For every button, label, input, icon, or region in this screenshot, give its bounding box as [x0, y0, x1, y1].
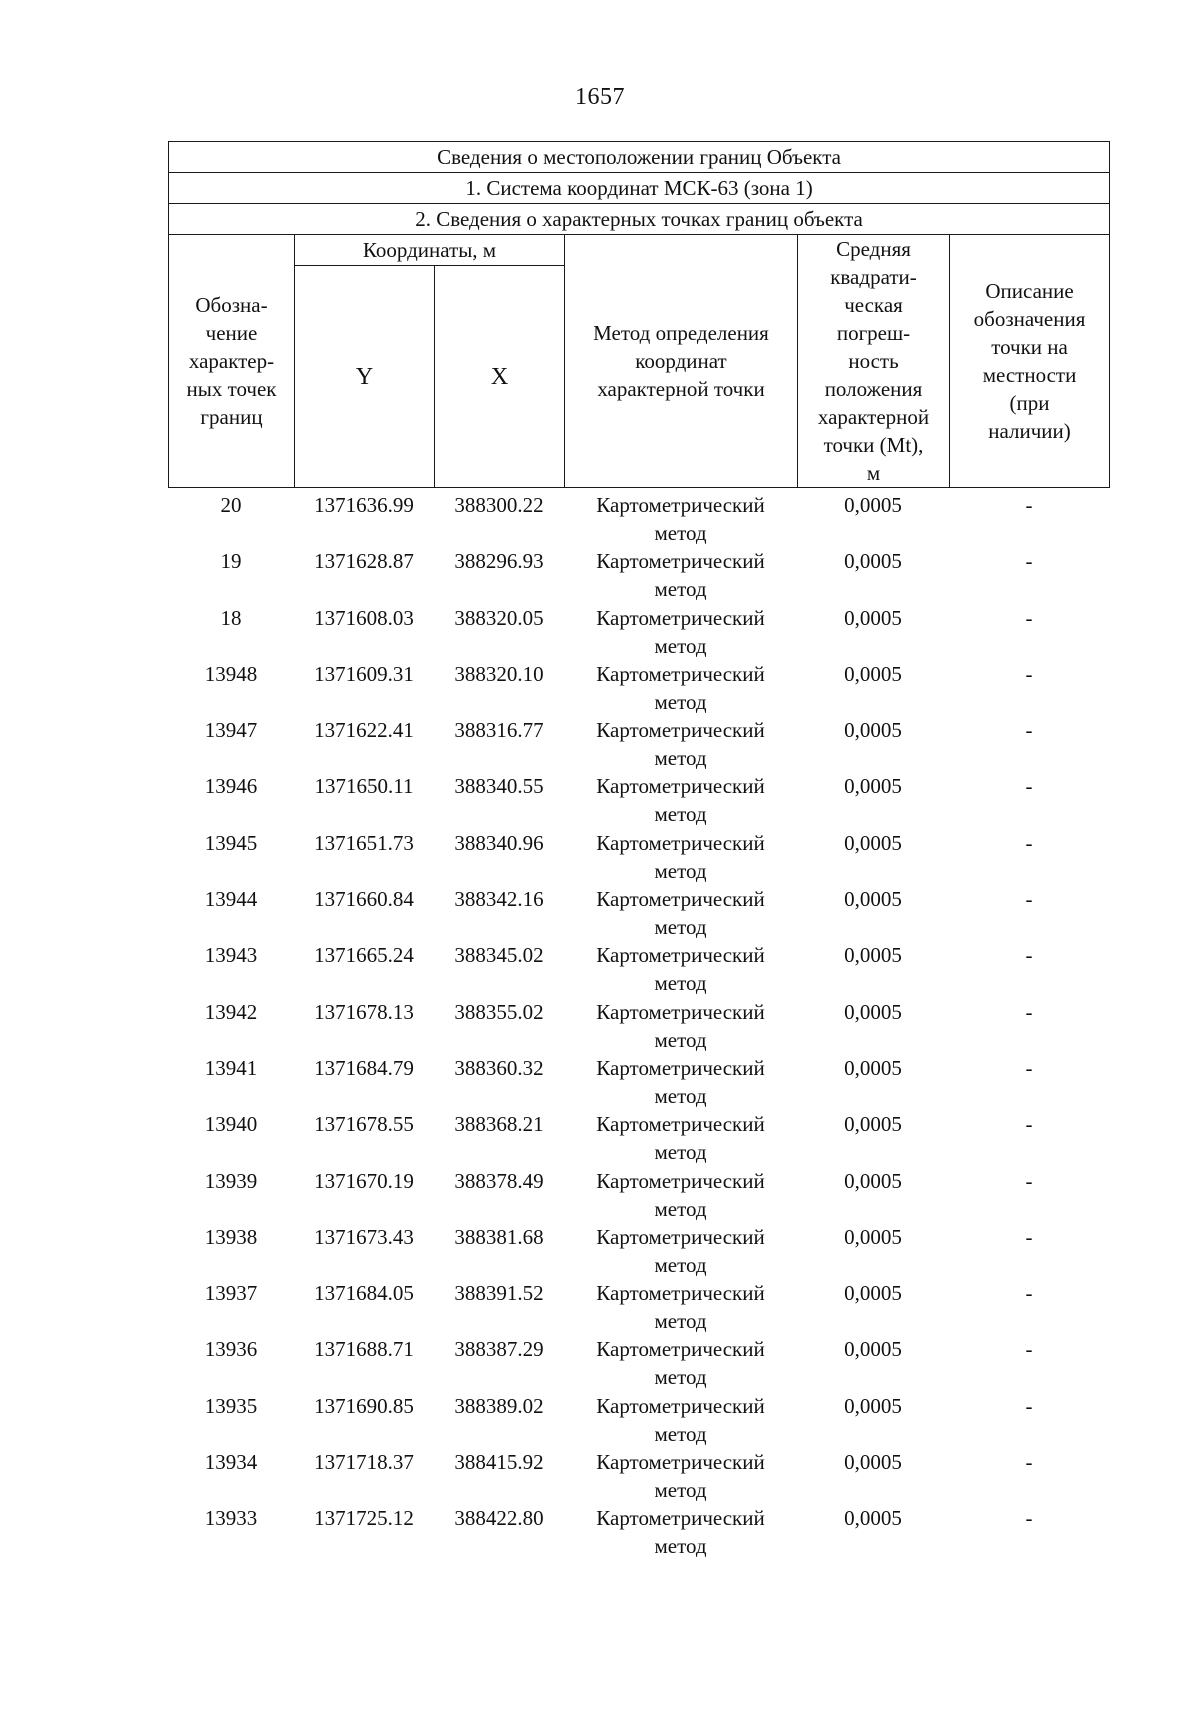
header-text: координат	[635, 349, 727, 373]
point-id: 13942	[204, 999, 258, 1024]
table-row	[168, 547, 1109, 603]
table-title: Сведения о местоположении границ Объекта	[169, 142, 1110, 173]
header-x: X	[435, 266, 565, 488]
coordinate-system: 1. Система координат МСК-63 (зона 1)	[169, 173, 1110, 204]
method-line-2: метод	[654, 1421, 707, 1446]
method-line-1: Картометрический	[596, 1224, 765, 1249]
description-value: -	[1025, 887, 1033, 912]
error-value: 0,0005	[844, 1450, 902, 1475]
coord-x: 388415.92	[454, 1450, 544, 1475]
method-line-1: Картометрический	[596, 1055, 765, 1080]
boundary-table-header	[168, 141, 1110, 488]
header-text: ческая	[844, 293, 903, 317]
header-description	[950, 235, 1110, 488]
error-value: 0,0005	[844, 1337, 902, 1362]
error-value: 0,0005	[844, 1112, 902, 1137]
coord-y: 1371678.13	[314, 999, 414, 1024]
description-value: -	[1025, 1337, 1033, 1362]
coord-y: 1371665.24	[314, 943, 414, 968]
coord-x: 388300.22	[454, 493, 544, 517]
coord-y: 1371690.85	[314, 1393, 414, 1418]
point-id: 13938	[204, 1224, 258, 1249]
point-id: 13947	[204, 718, 258, 743]
method-line-1: Картометрический	[596, 661, 765, 686]
coord-x: 388381.68	[454, 1224, 544, 1249]
method-line-2: метод	[654, 1309, 707, 1334]
header-method	[565, 235, 798, 488]
table-row	[168, 716, 1109, 772]
error-value: 0,0005	[844, 887, 902, 912]
method-line-1: Картометрический	[596, 943, 765, 968]
point-id: 13948	[204, 661, 258, 686]
method-line-1: Картометрический	[596, 1112, 765, 1137]
coord-y: 1371673.43	[314, 1224, 414, 1249]
method-line-2: метод	[654, 577, 707, 602]
header-error	[798, 235, 950, 488]
boundary-points-list	[168, 491, 1109, 1561]
table-row	[168, 772, 1109, 828]
header-text: положения	[824, 377, 923, 401]
coord-x: 388391.52	[454, 1281, 544, 1306]
method-line-2: метод	[654, 1252, 707, 1277]
coord-y: 1371718.37	[314, 1450, 414, 1475]
table-row	[168, 1392, 1109, 1448]
error-value: 0,0005	[844, 1168, 902, 1193]
coord-x: 388355.02	[454, 999, 544, 1024]
description-value: -	[1025, 1281, 1033, 1306]
header-text: Обозна-	[195, 293, 268, 317]
coord-x: 388320.10	[454, 661, 544, 686]
header-text: Средняя	[836, 237, 911, 261]
point-id: 13933	[204, 1506, 258, 1531]
section-title: 2. Сведения о характерных точках границ объекта	[169, 204, 1110, 235]
header-text: квадрати-	[830, 265, 917, 289]
point-id: 13944	[204, 887, 258, 912]
method-line-2: метод	[654, 1196, 707, 1221]
description-value: -	[1025, 1055, 1033, 1080]
table-row	[168, 491, 1109, 547]
method-line-1: Картометрический	[596, 1337, 765, 1362]
description-value: -	[1025, 1506, 1033, 1531]
error-value: 0,0005	[844, 774, 902, 799]
page-number: 1657	[575, 84, 625, 110]
error-value: 0,0005	[844, 549, 902, 574]
description-value: -	[1025, 774, 1033, 799]
description-value: -	[1025, 1112, 1033, 1137]
description-value: -	[1025, 1168, 1033, 1193]
header-text: ность	[848, 349, 899, 373]
method-line-2: метод	[654, 1083, 707, 1108]
method-line-1: Картометрический	[596, 549, 765, 574]
point-id: 20	[220, 493, 242, 517]
coord-x: 388340.55	[454, 774, 544, 799]
error-value: 0,0005	[844, 718, 902, 743]
description-value: -	[1025, 943, 1033, 968]
description-value: -	[1025, 830, 1033, 855]
error-value: 0,0005	[844, 999, 902, 1024]
table-row	[168, 1279, 1109, 1335]
description-value: -	[1025, 999, 1033, 1024]
coord-x: 388316.77	[454, 718, 544, 743]
method-line-2: метод	[654, 633, 707, 658]
point-id: 13940	[204, 1112, 258, 1137]
header-text: ных точек	[186, 377, 277, 401]
header-text: точки на	[991, 335, 1068, 359]
error-value: 0,0005	[844, 1281, 902, 1306]
point-id: 19	[220, 549, 242, 574]
point-id: 13936	[204, 1337, 258, 1362]
error-value: 0,0005	[844, 1224, 902, 1249]
method-line-1: Картометрический	[596, 887, 765, 912]
method-line-1: Картометрический	[596, 493, 765, 517]
coord-y: 1371660.84	[314, 887, 414, 912]
table-row	[168, 1110, 1109, 1166]
description-value: -	[1025, 1224, 1033, 1249]
method-line-2: метод	[654, 971, 707, 996]
coord-y: 1371651.73	[314, 830, 414, 855]
coord-x: 388368.21	[454, 1112, 544, 1137]
header-text: характер-	[188, 349, 275, 373]
coord-x: 388340.96	[454, 830, 544, 855]
header-text: чение	[205, 321, 258, 345]
coord-y: 1371688.71	[314, 1337, 414, 1362]
table-row	[168, 885, 1109, 941]
point-id: 13945	[204, 830, 258, 855]
table-row	[168, 829, 1109, 885]
method-line-1: Картометрический	[596, 1506, 765, 1531]
method-line-2: метод	[654, 858, 707, 883]
description-value: -	[1025, 493, 1033, 517]
coord-y: 1371725.12	[314, 1506, 414, 1531]
header-coordinates: Координаты, м	[295, 235, 565, 266]
point-id: 18	[220, 605, 242, 630]
coord-x: 388345.02	[454, 943, 544, 968]
error-value: 0,0005	[844, 1506, 902, 1531]
error-value: 0,0005	[844, 661, 902, 686]
coord-y: 1371628.87	[314, 549, 414, 574]
error-value: 0,0005	[844, 830, 902, 855]
header-text: границ	[200, 405, 263, 429]
coord-x: 388360.32	[454, 1055, 544, 1080]
table-row	[168, 1223, 1109, 1279]
table-row	[168, 1448, 1109, 1504]
error-value: 0,0005	[844, 1393, 902, 1418]
header-text: Метод определения	[593, 321, 769, 345]
coord-x: 388389.02	[454, 1393, 544, 1418]
header-text: Описание	[985, 279, 1074, 303]
table-row	[168, 941, 1109, 997]
table-row	[168, 1335, 1109, 1391]
header-text: точки (Mt),	[823, 433, 924, 457]
method-line-2: метод	[654, 1365, 707, 1390]
method-line-2: метод	[654, 1478, 707, 1503]
description-value: -	[1025, 605, 1033, 630]
table-row	[168, 1054, 1109, 1110]
coord-y: 1371684.05	[314, 1281, 414, 1306]
header-text: (при	[1009, 391, 1050, 415]
table-row	[168, 1504, 1109, 1560]
coord-x: 388387.29	[454, 1337, 544, 1362]
coord-x: 388342.16	[454, 887, 544, 912]
description-value: -	[1025, 718, 1033, 743]
header-text: характерной	[817, 405, 930, 429]
header-text: характерной точки	[597, 377, 765, 401]
table-row	[168, 1167, 1109, 1223]
point-id: 13937	[204, 1281, 258, 1306]
coord-y: 1371650.11	[314, 774, 414, 799]
coord-x: 388422.80	[454, 1506, 544, 1531]
method-line-2: метод	[654, 1027, 707, 1052]
header-point-label	[169, 235, 295, 488]
header-text: наличии)	[988, 419, 1071, 443]
description-value: -	[1025, 1393, 1033, 1418]
coord-x: 388320.05	[454, 605, 544, 630]
coord-y: 1371684.79	[314, 1055, 414, 1080]
description-value: -	[1025, 1450, 1033, 1475]
table-row	[168, 604, 1109, 660]
header-text: местности	[982, 363, 1077, 387]
method-line-1: Картометрический	[596, 1281, 765, 1306]
coord-y: 1371636.99	[314, 493, 414, 517]
header-text: обозначения	[973, 307, 1086, 331]
method-line-1: Картометрический	[596, 605, 765, 630]
method-line-2: метод	[654, 1534, 707, 1559]
coord-y: 1371678.55	[314, 1112, 414, 1137]
table-row	[168, 998, 1109, 1054]
point-id: 13946	[204, 774, 258, 799]
point-id: 13939	[204, 1168, 258, 1193]
description-value: -	[1025, 661, 1033, 686]
header-y: Y	[295, 266, 435, 488]
method-line-1: Картометрический	[596, 999, 765, 1024]
error-value: 0,0005	[844, 493, 902, 517]
method-line-2: метод	[654, 521, 707, 545]
point-id: 13943	[204, 943, 258, 968]
coord-y: 1371608.03	[314, 605, 414, 630]
point-id: 13935	[204, 1393, 258, 1418]
method-line-1: Картометрический	[596, 1168, 765, 1193]
method-line-2: метод	[654, 746, 707, 771]
header-text: погреш-	[836, 321, 911, 345]
method-line-2: метод	[654, 689, 707, 714]
description-value: -	[1025, 549, 1033, 574]
coord-x: 388378.49	[454, 1168, 544, 1193]
coord-y: 1371622.41	[314, 718, 414, 743]
method-line-1: Картометрический	[596, 1393, 765, 1418]
method-line-1: Картометрический	[596, 718, 765, 743]
coord-y: 1371670.19	[314, 1168, 414, 1193]
method-line-1: Картометрический	[596, 830, 765, 855]
method-line-1: Картометрический	[596, 774, 765, 799]
point-id: 13934	[204, 1450, 258, 1475]
coord-x: 388296.93	[454, 549, 544, 574]
table-row	[168, 660, 1109, 716]
header-text: м	[866, 461, 881, 485]
method-line-2: метод	[654, 1140, 707, 1165]
error-value: 0,0005	[844, 605, 902, 630]
error-value: 0,0005	[844, 943, 902, 968]
coord-y: 1371609.31	[314, 661, 414, 686]
method-line-2: метод	[654, 915, 707, 940]
method-line-1: Картометрический	[596, 1450, 765, 1475]
error-value: 0,0005	[844, 1055, 902, 1080]
point-id: 13941	[204, 1055, 258, 1080]
method-line-2: метод	[654, 802, 707, 827]
